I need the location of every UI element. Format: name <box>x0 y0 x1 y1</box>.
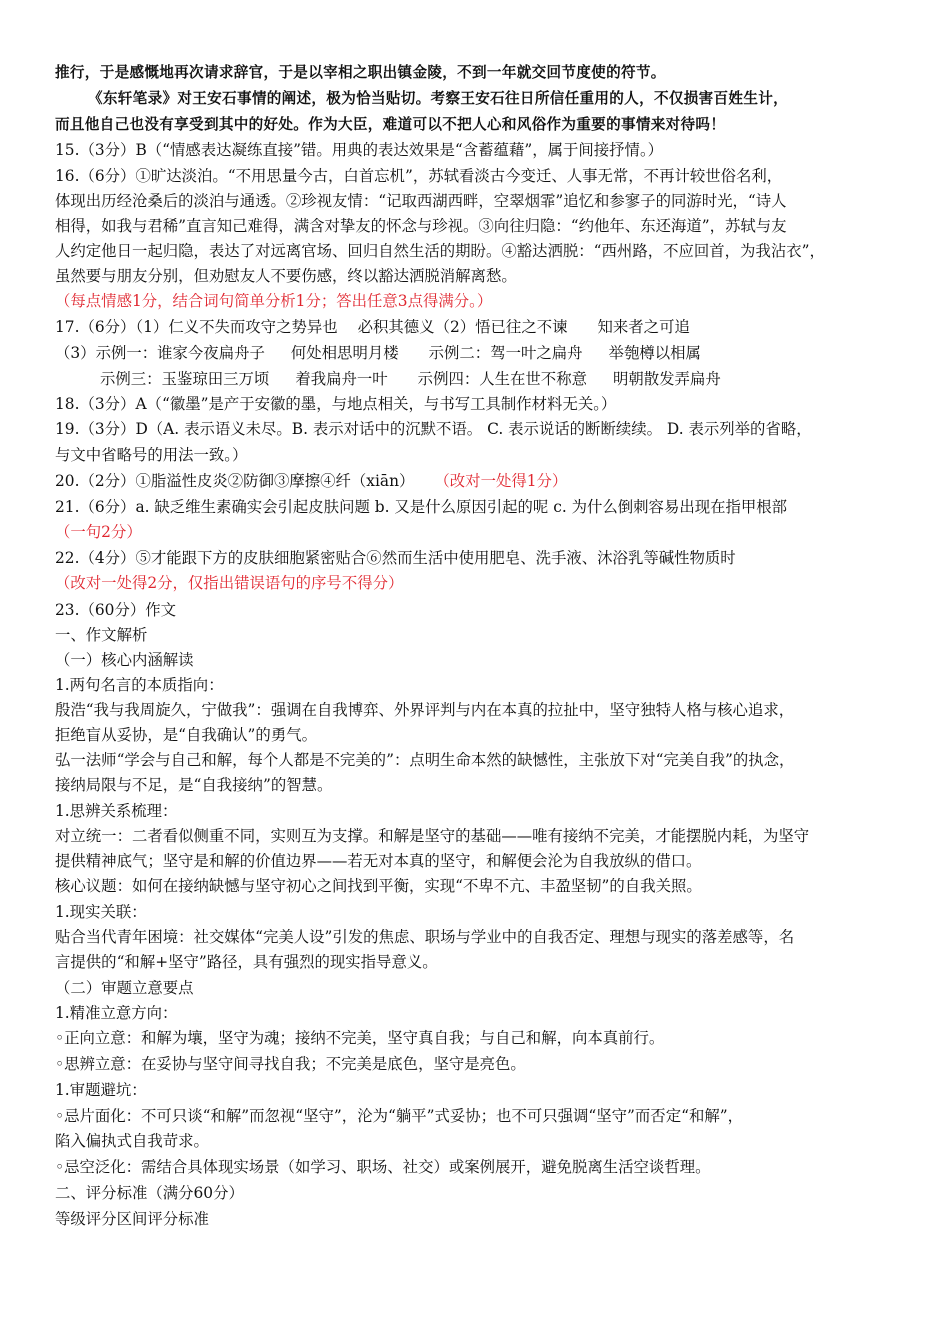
subheading-theme-points: （二）审题立意要点 <box>55 979 194 997</box>
answer-18: 18.（3分）A（“徽墨”是产于安徽的墨，与地点相关，与书写工具制作材料无关。） <box>55 395 617 413</box>
answer-17-example-2b: 举匏樽以相属 <box>608 344 701 362</box>
answer-17-example-3a: 示例三：玉鉴琼田三万顷 <box>100 370 270 388</box>
translation-line-3: 而且他自己也没有享受到其中的好处。作为大臣，难道可以不把人心和风俗作为重要的事情来对待吗！ <box>55 116 726 133</box>
core-issue: 核心议题：如何在接纳缺憾与坚守初心之间找到平衡，实现“不卑不亢、丰盈坚韧”的自我关照。 <box>55 877 702 895</box>
answer-17-line-1 <box>55 315 910 340</box>
answer-17-line-3 <box>100 367 910 392</box>
pitfall-vague: ◦忌空泛化：需结合具体现实场景（如学习、职场、社交）或案例展开，避免脱离生活空谈哲理。 <box>55 1158 711 1176</box>
quote-yinhao-line-2: 拒绝盲从妥协，是“自我确认”的勇气。 <box>55 726 317 744</box>
answer-15: 15.（3分）B（“情感表达凝练直接”错。用典的表达效果是“含蓄蕴藉”，属于间接抒情。） <box>55 141 664 159</box>
reality-line-2: 言提供的“和解+坚守”路径，具有强烈的现实指导意义。 <box>55 953 438 971</box>
answer-22-scoring-note: （改对一处得2分，仅指出错误语句的序号不得分） <box>55 574 404 592</box>
answer-17-example-3b: 着我扁舟一叶 <box>295 370 388 388</box>
answer-17-example-2a: 示例二：驾一叶之扁舟 <box>428 344 583 362</box>
answer-17-example-4a: 示例四：人生在世不称意 <box>417 370 587 388</box>
point-relationship: 1.思辨关系梳理： <box>55 802 178 820</box>
answer-20 <box>55 469 910 494</box>
theme-dialectic: ◦思辨立意：在妥协与坚守间寻找自我；不完美是底色，坚守是亮色。 <box>55 1055 526 1073</box>
point-pitfalls: 1.审题避坑： <box>55 1081 147 1099</box>
answer-19-line-2: 与文中省略号的用法一致。） <box>55 446 248 464</box>
answer-17-part-2: 必积其德义（2）悟已往之不谏 <box>357 318 568 336</box>
answer-19-line-1: 19.（3分）D（A. 表示语义未尽。B. 表示对话中的沉默不语。 C. 表示说话的断断续续。 D. 表示列举的省略， <box>55 420 812 438</box>
quote-hongyi-line-2: 接纳局限与不足，是“自我接纳”的智慧。 <box>55 776 333 794</box>
answer-16-line-2: 体现出历经沧桑后的淡泊与通透。②珍视友情：“记取西湖西畔，空翠烟霏”追忆和参寥子的同游时光，“诗人 <box>55 192 787 210</box>
quote-yinhao-line-1: 殷浩“我与我周旋久，宁做我”：强调在自我博弈、外界评判与内在本真的拉扯中，坚守独特人格与核心追求， <box>55 701 795 719</box>
reality-line-1: 贴合当代青年困境：社交媒体“完美人设”引发的焦虑、职场与学业中的自我否定、理想与现实的落差感等，名 <box>55 928 795 946</box>
scoring-table-caption: 等级评分区间评分标准 <box>55 1210 209 1228</box>
section-heading-scoring: 二、评分标准（满分60分） <box>55 1184 244 1202</box>
answer-16-line-5: 虽然要与朋友分别，但劝慰友人不要伤感，终以豁达洒脱消解离愁。 <box>55 267 517 285</box>
pitfall-onesided-line-1: ◦忌片面化：不可只谈“和解”而忽视“坚守”，沦为“躺平”式妥协；也不可只强调“坚守”而否定“和解”， <box>55 1107 743 1125</box>
answer-20-text: 20.（2分）①脂溢性皮炎②防御③摩擦④纤（xiān） <box>55 472 415 490</box>
answer-17-part-1: 17.（6分）（1）仁义不失而攻守之势异也 <box>55 318 338 336</box>
point-reality: 1.现实关联： <box>55 903 147 921</box>
answer-17-example-1a: （3）示例一：谁家今夜扁舟子 <box>55 344 265 362</box>
translation-line-2: 《东轩笔录》对王安石事情的阐述，极为恰当贴切。考察王安石往日所信任重用的人，不仅损害百姓生计， <box>88 90 789 107</box>
subheading-core-meaning: （一）核心内涵解读 <box>55 651 194 669</box>
answer-17-line-2 <box>55 341 910 366</box>
pitfall-onesided-line-2: 陷入偏执式自我苛求。 <box>55 1132 209 1150</box>
answer-21: 21.（6分）a. 缺乏维生素确实会引起皮肤问题 b. 又是什么原因引起的呢 c. 为什么倒刺容易出现在指甲根部 <box>55 498 788 516</box>
answer-16-scoring-note: （每点情感1分，结合词句简单分析1分；答出任意3点得满分。） <box>55 292 493 310</box>
answer-22: 22.（4分）⑤才能跟下方的皮肤细胞紧密贴合⑥然而生活中使用肥皂、洗手液、沐浴乳等碱性物质时 <box>55 549 736 567</box>
answer-23-heading: 23.（60分）作文 <box>55 601 177 619</box>
answer-16-line-1: 16.（6分）①旷达淡泊。“不用思量今古，白首忘机”，苏轼看淡古今变迁、人事无常，不再计较世俗名利， <box>55 167 783 185</box>
quote-hongyi-line-1: 弘一法师“学会与自己和解，每个人都是不完美的”：点明生命本然的缺憾性，主张放下对“完美自我”的执念， <box>55 751 795 769</box>
answer-16-line-4: 人约定他日一起归隐，表达了对远离官场、回归自然生活的期盼。④豁达洒脱：“西州路，不应回首，为我沾衣”， <box>55 242 825 260</box>
point-theme-direction: 1.精准立意方向： <box>55 1004 178 1022</box>
relationship-line-1: 对立统一：二者看似侧重不同，实则互为支撑。和解是坚守的基础——唯有接纳不完美，才能摆脱内耗，为坚守 <box>55 827 810 845</box>
answer-17-part-3: 知来者之可追 <box>597 318 690 336</box>
theme-positive: ◦正向立意：和解为壤，坚守为魂；接纳不完美，坚守真自我；与自己和解，向本真前行。 <box>55 1029 665 1047</box>
point-quotes-essence: 1.两句名言的本质指向： <box>55 676 224 694</box>
section-heading-essay-analysis: 一、作文解析 <box>55 626 148 644</box>
relationship-line-2: 提供精神底气；坚守是和解的价值边界——若无对本真的坚守，和解便会沦为自我放纵的借口。 <box>55 852 702 870</box>
answer-20-scoring-note: （改对一处得1分） <box>434 472 568 490</box>
answer-21-scoring-note: （一句2分） <box>55 523 142 541</box>
translation-line-1: 推行，于是感慨地再次请求辞官，于是以宰相之职出镇金陵，不到一年就交回节度使的符节。 <box>55 64 666 81</box>
answer-16-line-3: 相得，如我与君稀”直言知己难得，满含对挚友的怀念与珍视。③向往归隐：“约他年、东还海道”，苏轼与友 <box>55 217 787 235</box>
answer-17-example-4b: 明朝散发弄扁舟 <box>612 370 721 388</box>
answer-17-example-1b: 何处相思明月楼 <box>290 344 399 362</box>
